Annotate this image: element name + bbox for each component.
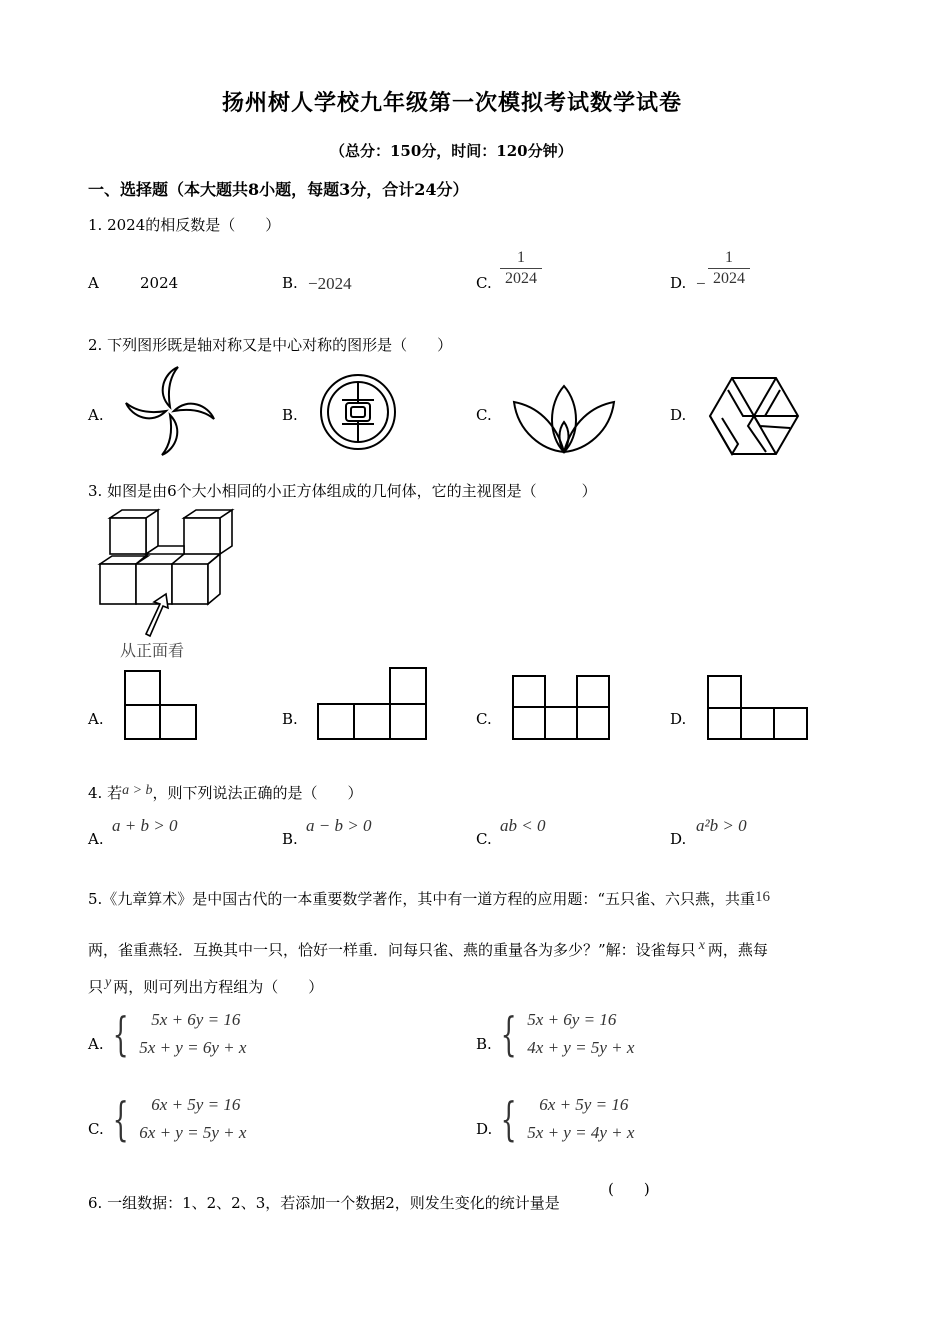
q3-option-c-view	[512, 675, 612, 741]
q3-option-a-view	[124, 670, 198, 740]
q3-option-b-view	[317, 667, 429, 741]
q1-option-b-value: −2024	[308, 274, 352, 293]
q3-option-c-label: C.	[476, 710, 492, 728]
q2-option-a-label: A.	[88, 406, 104, 424]
q1-option-d-sign: −	[696, 274, 706, 293]
q4-option-d-label: D.	[670, 830, 687, 848]
question-5-line-1: 5.《九章算术》是中国古代的一本重要数学著作，其中有一道方程的应用题：“五只雀、六只燕，共重16	[88, 889, 770, 908]
q2-option-b-label: B.	[282, 406, 298, 424]
q4-option-c-expr: ab < 0	[500, 816, 546, 835]
q4-option-c-label: C.	[476, 830, 492, 848]
q5-option-d-system: { 6x + 5y = 16 5x + y = 4y + x	[500, 1092, 635, 1146]
q1-option-a-label: A	[88, 274, 99, 292]
lotus-figure	[512, 382, 616, 454]
q1-option-b-label: B.	[282, 274, 298, 292]
q5-option-b-label: B.	[476, 1035, 492, 1053]
q3-option-a-label: A.	[88, 710, 104, 728]
q5-option-a-system: { 5x + 6y = 16 5x + y = 6y + x	[112, 1007, 247, 1061]
q1-option-c-label: C.	[476, 274, 492, 292]
q2-option-c-label: C.	[476, 406, 492, 424]
exam-info: （总分：150分，时间：120分钟）	[330, 142, 573, 160]
q5-option-d-label: D.	[476, 1120, 493, 1138]
q1-option-a-value: 2024	[140, 274, 179, 292]
view-direction-caption: 从正面看	[120, 641, 185, 660]
question-2-stem: 2. 下列图形既是轴对称又是中心对称的图形是（ ）	[88, 336, 453, 354]
pinwheel-figure	[124, 365, 216, 457]
question-4-stem: 4. 若a > b，则下列说法正确的是（ ）	[88, 783, 363, 802]
q3-option-d-label: D.	[670, 710, 687, 728]
q5-option-a-label: A.	[88, 1035, 104, 1053]
recycle-hexagon-figure	[708, 376, 800, 456]
question-3-stem: 3. 如图是由6个大小相同的小正方体组成的几何体，它的主视图是（ ）	[88, 482, 597, 500]
q4-option-a-expr: a + b > 0	[112, 816, 178, 835]
q4-option-b-label: B.	[282, 830, 298, 848]
cube-solid-figure	[98, 508, 238, 638]
q1-option-d-label: D.	[670, 274, 687, 292]
q5-option-c-system: { 6x + 5y = 16 6x + y = 5y + x	[112, 1092, 247, 1146]
q4-option-a-label: A.	[88, 830, 104, 848]
question-5-line-2: 两，雀重燕轻．互换其中一只，恰好一样重．问每只雀、燕的重量各为多少？”解：设雀每只 x 两，燕每	[88, 938, 768, 959]
question-6-answer-paren: ( )	[608, 1180, 650, 1198]
q4-option-b-expr: a − b > 0	[306, 816, 372, 835]
question-1-stem: 1. 2024的相反数是（ ）	[88, 216, 281, 234]
q5-option-c-label: C.	[88, 1120, 104, 1138]
question-5-line-3: 只 y 两，则可列出方程组为（ ）	[88, 975, 324, 996]
section-heading: 一、选择题（本大题共8小题，每题3分，合计24分）	[88, 180, 469, 199]
q3-option-d-view	[707, 675, 809, 741]
q2-option-d-label: D.	[670, 406, 687, 424]
page-title: 扬州树人学校九年级第一次模拟考试数学试卷	[222, 90, 683, 116]
q1-option-d-fraction: $\frac{1}{2024}$	[708, 248, 750, 289]
question-6-stem: 6. 一组数据：1、2、2、3，若添加一个数据2，则发生变化的统计量是	[88, 1194, 560, 1212]
q4-option-d-expr: a²b > 0	[696, 816, 747, 835]
ancient-coin-figure	[318, 372, 398, 452]
q3-option-b-label: B.	[282, 710, 298, 728]
q5-option-b-system: { 5x + 6y = 16 4x + y = 5y + x	[500, 1007, 635, 1061]
q1-option-c-fraction: $\frac{1}{2024}$	[500, 248, 542, 289]
